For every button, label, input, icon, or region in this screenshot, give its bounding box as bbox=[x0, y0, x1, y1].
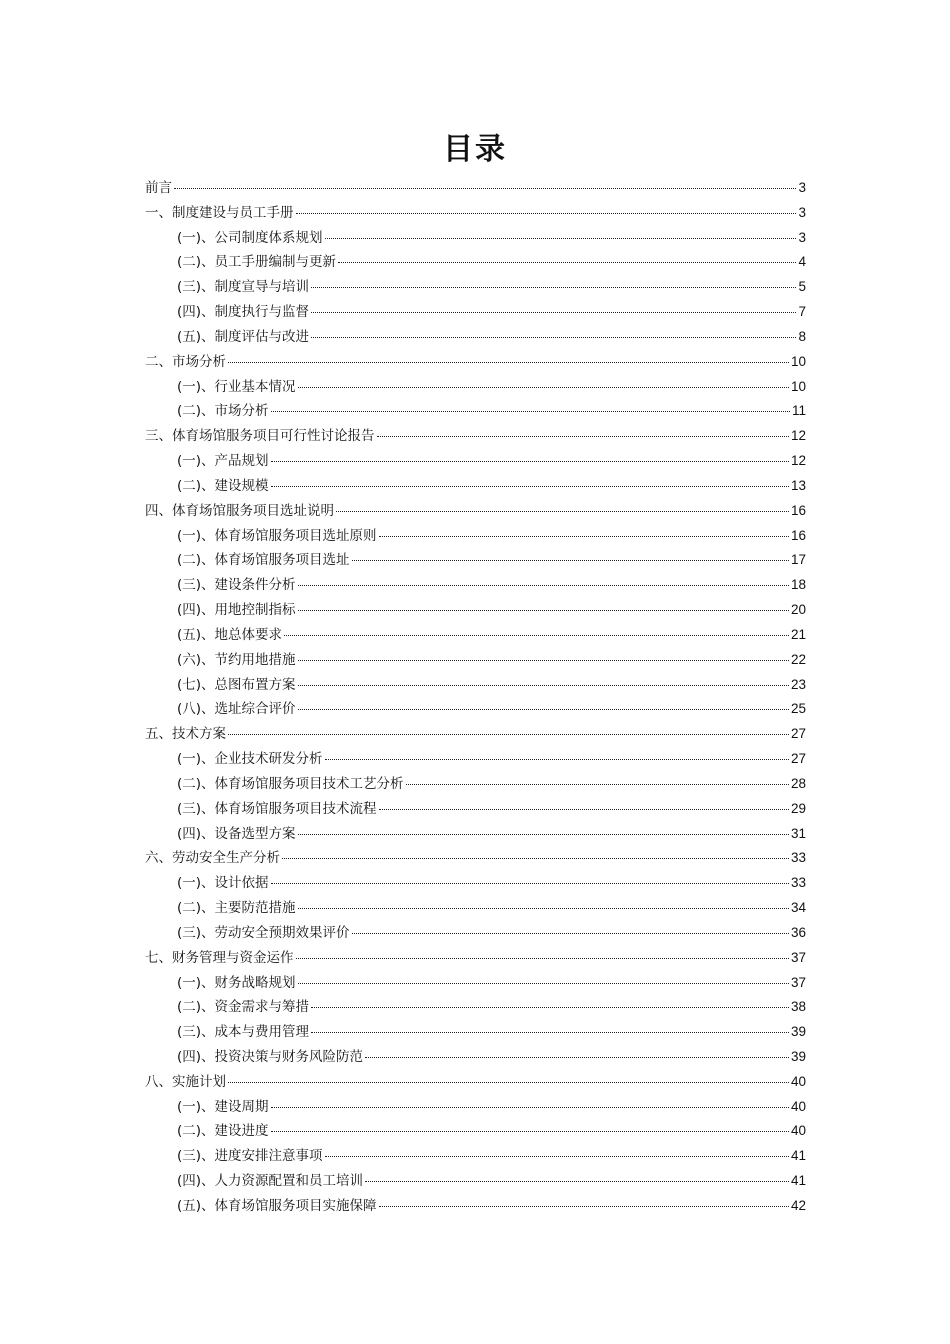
dot-leader bbox=[284, 634, 789, 636]
toc-page-number: 39 bbox=[790, 1048, 806, 1064]
toc-page-number: 20 bbox=[790, 602, 806, 618]
toc-entry-title: (三)、体育场馆服务项目技术流程 bbox=[177, 800, 377, 817]
dot-leader bbox=[271, 410, 790, 412]
toc-entry-title: 二、市场分析 bbox=[145, 353, 226, 370]
toc-section-entry[interactable] bbox=[145, 896, 806, 921]
toc-section-entry[interactable] bbox=[145, 1144, 806, 1169]
toc-entry-title: (一)、体育场馆服务项目选址原则 bbox=[177, 527, 377, 544]
toc-entry-title: (四)、设备选型方案 bbox=[177, 825, 296, 842]
toc-title: 目录 bbox=[443, 132, 507, 167]
dot-leader bbox=[298, 982, 789, 984]
toc-section-entry[interactable] bbox=[145, 375, 806, 400]
dot-leader bbox=[311, 1031, 789, 1033]
toc-section-entry[interactable] bbox=[145, 797, 806, 822]
toc-section-entry[interactable] bbox=[145, 772, 806, 797]
dot-leader bbox=[271, 1106, 789, 1108]
toc-entry-title: 八、实施计划 bbox=[145, 1073, 226, 1090]
toc-entry-title: (七)、总图布置方案 bbox=[177, 676, 296, 693]
toc-section-entry[interactable] bbox=[145, 995, 806, 1020]
toc-entry-title: (二)、建设规模 bbox=[177, 477, 269, 494]
toc-chapter-entry[interactable] bbox=[145, 846, 806, 871]
dot-leader bbox=[271, 1130, 789, 1132]
toc-entry-title: (一)、财务战略规划 bbox=[177, 974, 296, 991]
toc-page-number: 29 bbox=[790, 800, 806, 816]
toc-page-number: 38 bbox=[790, 999, 806, 1015]
toc-entry-title: (二)、主要防范措施 bbox=[177, 900, 296, 917]
dot-leader bbox=[298, 386, 789, 388]
dot-leader bbox=[311, 1006, 789, 1008]
toc-section-entry[interactable] bbox=[145, 474, 806, 499]
toc-entry-title: 五、技术方案 bbox=[145, 726, 226, 743]
toc-page-number: 3 bbox=[798, 180, 806, 195]
toc-entry-title: 四、体育场馆服务项目选址说明 bbox=[145, 502, 334, 519]
toc-section-entry[interactable] bbox=[145, 1119, 806, 1144]
toc-page-number: 34 bbox=[790, 900, 806, 916]
toc-entry-title: (二)、建设进度 bbox=[177, 1123, 269, 1140]
dot-leader bbox=[282, 857, 789, 859]
toc-page-number: 18 bbox=[790, 577, 806, 593]
dot-leader bbox=[298, 584, 789, 586]
toc-chapter-entry[interactable] bbox=[145, 176, 806, 201]
toc-page-number: 4 bbox=[798, 254, 806, 270]
toc-section-entry[interactable] bbox=[145, 573, 806, 598]
dot-leader bbox=[338, 261, 796, 263]
toc-page-number: 37 bbox=[790, 949, 806, 965]
toc-page-number: 27 bbox=[790, 751, 806, 767]
toc-entry-title: 三、体育场馆服务项目可行性讨论报告 bbox=[145, 428, 375, 445]
toc-section-entry[interactable] bbox=[145, 822, 806, 847]
toc-page-number: 12 bbox=[790, 428, 806, 444]
toc-section-entry[interactable] bbox=[145, 449, 806, 474]
toc-page-number: 27 bbox=[790, 726, 806, 742]
toc-page-number: 11 bbox=[791, 403, 806, 419]
toc-page-number: 33 bbox=[790, 850, 806, 866]
toc-entry-title: (三)、进度安排注意事项 bbox=[177, 1148, 323, 1165]
toc-chapter-entry[interactable] bbox=[145, 722, 806, 747]
toc-page-number: 33 bbox=[790, 875, 806, 891]
toc-section-entry[interactable] bbox=[145, 697, 806, 722]
toc-page-number: 28 bbox=[790, 775, 806, 791]
toc-entry-title: (二)、市场分析 bbox=[177, 403, 269, 420]
toc-page-number: 23 bbox=[790, 676, 806, 692]
toc-page-number: 10 bbox=[790, 378, 806, 394]
toc-page-number: 25 bbox=[790, 701, 806, 717]
toc-section-entry[interactable] bbox=[145, 325, 806, 350]
toc-entry-title: (四)、用地控制指标 bbox=[177, 602, 296, 619]
toc-page-number: 16 bbox=[790, 527, 806, 543]
toc-page-number: 5 bbox=[798, 279, 806, 295]
toc-entry-title: (一)、设计依据 bbox=[177, 875, 269, 892]
toc-chapter-entry[interactable] bbox=[145, 424, 806, 449]
toc-section-entry[interactable] bbox=[145, 921, 806, 946]
dot-leader bbox=[174, 187, 796, 189]
toc-entry-title: 前言 bbox=[145, 180, 172, 196]
dot-leader bbox=[311, 311, 796, 313]
toc-section-entry[interactable] bbox=[145, 548, 806, 573]
toc-section-entry[interactable] bbox=[145, 648, 806, 673]
dot-leader bbox=[352, 559, 789, 561]
toc-chapter-entry[interactable] bbox=[145, 499, 806, 524]
toc-entry-title: (六)、节约用地措施 bbox=[177, 651, 296, 668]
toc-section-entry[interactable] bbox=[145, 598, 806, 623]
toc-entry-title: 六、劳动安全生产分析 bbox=[145, 850, 280, 867]
toc-chapter-entry[interactable] bbox=[145, 201, 806, 226]
toc-entry-title: (一)、行业基本情况 bbox=[177, 378, 296, 395]
toc-section-entry[interactable] bbox=[145, 1095, 806, 1120]
toc-entry-title: (一)、企业技术研发分析 bbox=[177, 751, 323, 768]
toc-section-entry[interactable] bbox=[145, 275, 806, 300]
toc-chapter-entry[interactable] bbox=[145, 1070, 806, 1095]
toc-entry-title: (二)、体育场馆服务项目选址 bbox=[177, 552, 350, 569]
dot-leader bbox=[298, 907, 789, 909]
toc-page-number: 41 bbox=[790, 1173, 806, 1189]
toc-page-number: 40 bbox=[790, 1123, 806, 1139]
dot-leader bbox=[298, 684, 789, 686]
toc-entry-title: (二)、资金需求与筹措 bbox=[177, 999, 310, 1016]
toc-page-number: 22 bbox=[790, 651, 806, 667]
toc-entry-title: 一、制度建设与员工手册 bbox=[145, 204, 294, 221]
dot-leader bbox=[296, 957, 789, 959]
toc-section-entry[interactable] bbox=[145, 1169, 806, 1194]
dot-leader bbox=[298, 708, 789, 710]
toc-page-number: 40 bbox=[790, 1098, 806, 1114]
toc-page-number: 21 bbox=[790, 626, 806, 642]
dot-leader bbox=[311, 336, 796, 338]
toc-section-entry[interactable] bbox=[145, 300, 806, 325]
dot-leader bbox=[336, 510, 789, 512]
toc-section-entry[interactable] bbox=[145, 399, 806, 424]
toc-chapter-entry[interactable] bbox=[145, 350, 806, 375]
dot-leader bbox=[228, 361, 789, 363]
dot-leader bbox=[406, 783, 789, 785]
toc-page-number: 40 bbox=[790, 1073, 806, 1089]
toc-chapter-entry[interactable] bbox=[145, 946, 806, 971]
toc-section-entry[interactable] bbox=[145, 623, 806, 648]
toc-section-entry[interactable] bbox=[145, 871, 806, 896]
toc-page-number: 41 bbox=[790, 1148, 806, 1164]
toc-entry-title: (三)、劳动安全预期效果评价 bbox=[177, 924, 350, 941]
toc-section-entry[interactable] bbox=[145, 1194, 806, 1219]
toc-entry-title: (二)、体育场馆服务项目技术工艺分析 bbox=[177, 775, 404, 792]
dot-leader bbox=[325, 758, 789, 760]
toc-entry-title: (八)、选址综合评价 bbox=[177, 701, 296, 718]
dot-leader bbox=[379, 535, 789, 537]
toc-page-number: 36 bbox=[790, 924, 806, 940]
toc-section-entry[interactable] bbox=[145, 250, 806, 275]
dot-leader bbox=[271, 460, 789, 462]
toc-section-entry[interactable] bbox=[145, 524, 806, 549]
toc-section-entry[interactable] bbox=[145, 673, 806, 698]
toc-page-number: 8 bbox=[798, 328, 806, 344]
dot-leader bbox=[379, 1205, 789, 1207]
toc-page-number: 3 bbox=[798, 229, 806, 245]
table-of-contents bbox=[145, 176, 806, 1219]
toc-page-number: 31 bbox=[790, 825, 806, 841]
dot-leader bbox=[325, 237, 797, 239]
toc-entry-title: (四)、制度执行与监督 bbox=[177, 304, 310, 321]
dot-leader bbox=[352, 932, 789, 934]
toc-entry-title: (五)、体育场馆服务项目实施保障 bbox=[177, 1197, 377, 1214]
toc-page-number: 10 bbox=[790, 353, 806, 369]
dot-leader bbox=[377, 435, 789, 437]
toc-page-number: 17 bbox=[790, 552, 806, 568]
toc-entry-title: (五)、制度评估与改进 bbox=[177, 328, 310, 345]
toc-page-number: 39 bbox=[790, 1024, 806, 1040]
toc-entry-title: (三)、制度宣导与培训 bbox=[177, 279, 310, 296]
toc-section-entry[interactable] bbox=[145, 1045, 806, 1070]
toc-entry-title: (三)、成本与费用管理 bbox=[177, 1024, 310, 1041]
toc-section-entry[interactable] bbox=[145, 1020, 806, 1045]
toc-entry-title: (三)、建设条件分析 bbox=[177, 577, 296, 594]
dot-leader bbox=[296, 212, 797, 214]
toc-entry-title: (一)、公司制度体系规划 bbox=[177, 229, 323, 246]
toc-entry-title: (一)、产品规划 bbox=[177, 453, 269, 470]
toc-section-entry[interactable] bbox=[145, 747, 806, 772]
dot-leader bbox=[311, 286, 796, 288]
toc-page-number: 13 bbox=[790, 477, 806, 493]
dot-leader bbox=[365, 1056, 789, 1058]
toc-page-number: 3 bbox=[798, 204, 806, 220]
toc-entry-title: (一)、建设周期 bbox=[177, 1098, 269, 1115]
toc-section-entry[interactable] bbox=[145, 226, 806, 251]
toc-entry-title: (二)、员工手册编制与更新 bbox=[177, 254, 337, 271]
dot-leader bbox=[228, 733, 789, 735]
dot-leader bbox=[298, 609, 789, 611]
dot-leader bbox=[228, 1081, 789, 1083]
toc-page-number: 16 bbox=[790, 502, 806, 518]
toc-page-number: 12 bbox=[790, 453, 806, 469]
toc-page-number: 7 bbox=[798, 304, 806, 320]
dot-leader bbox=[365, 1180, 789, 1182]
dot-leader bbox=[298, 833, 789, 835]
toc-entry-title: (四)、投资决策与财务风险防范 bbox=[177, 1048, 364, 1065]
toc-section-entry[interactable] bbox=[145, 971, 806, 996]
toc-page-number: 37 bbox=[790, 974, 806, 990]
dot-leader bbox=[298, 659, 789, 661]
toc-page-number: 42 bbox=[790, 1197, 806, 1213]
toc-entry-title: (五)、地总体要求 bbox=[177, 626, 283, 643]
dot-leader bbox=[271, 882, 789, 884]
dot-leader bbox=[271, 485, 789, 487]
dot-leader bbox=[325, 1155, 789, 1157]
toc-entry-title: 七、财务管理与资金运作 bbox=[145, 949, 294, 966]
toc-entry-title: (四)、人力资源配置和员工培训 bbox=[177, 1173, 364, 1190]
dot-leader bbox=[379, 808, 789, 810]
